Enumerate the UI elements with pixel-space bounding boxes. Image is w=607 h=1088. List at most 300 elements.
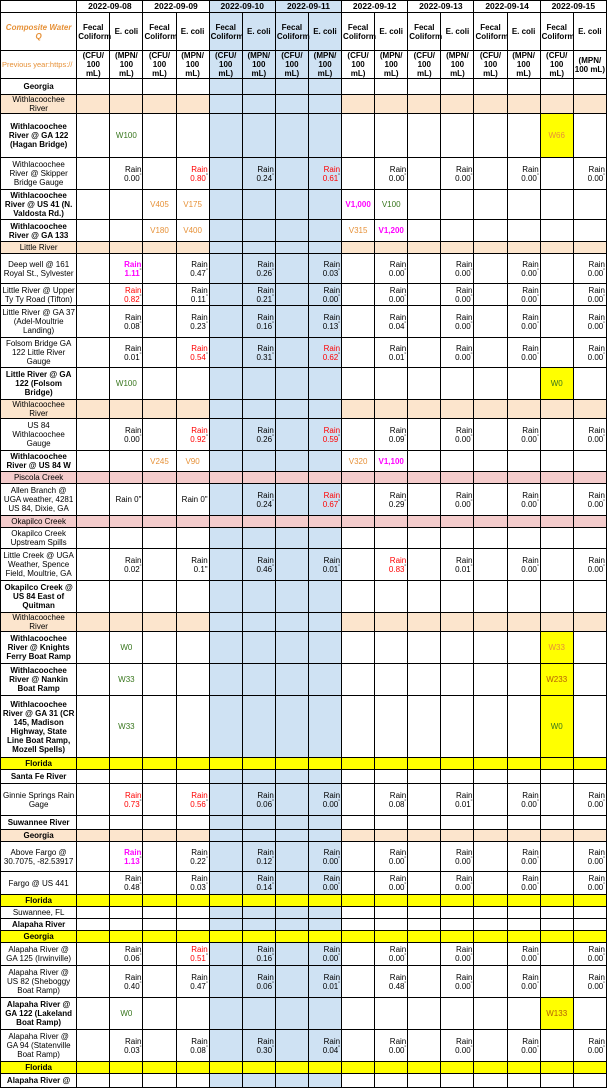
data-cell[interactable] bbox=[507, 284, 540, 306]
section-cell[interactable] bbox=[77, 907, 110, 919]
section-cell[interactable] bbox=[110, 830, 143, 842]
data-cell[interactable] bbox=[375, 484, 408, 516]
empty-cell[interactable] bbox=[474, 484, 507, 516]
empty-cell[interactable] bbox=[110, 1074, 143, 1088]
empty-cell[interactable] bbox=[275, 784, 308, 816]
ecoli-header[interactable]: E. coli bbox=[441, 13, 474, 51]
section-cell[interactable] bbox=[573, 816, 606, 830]
empty-cell[interactable] bbox=[540, 306, 573, 338]
section-cell[interactable] bbox=[275, 830, 308, 842]
empty-cell[interactable] bbox=[540, 966, 573, 998]
section-label[interactable]: Withlacoochee River bbox=[1, 95, 77, 114]
ecoli-header[interactable]: E. coli bbox=[242, 13, 275, 51]
empty-cell[interactable] bbox=[143, 1074, 176, 1088]
section-cell[interactable] bbox=[143, 770, 176, 784]
section-cell[interactable] bbox=[308, 516, 341, 528]
empty-cell[interactable] bbox=[342, 284, 375, 306]
empty-cell[interactable] bbox=[540, 549, 573, 581]
section-cell[interactable] bbox=[507, 907, 540, 919]
empty-cell[interactable] bbox=[408, 632, 441, 664]
section-cell[interactable] bbox=[242, 472, 275, 484]
section-cell[interactable] bbox=[77, 830, 110, 842]
empty-cell[interactable] bbox=[441, 190, 474, 220]
empty-cell[interactable] bbox=[441, 114, 474, 158]
unit-mpn[interactable]: (MPN/ 100 mL) bbox=[110, 51, 143, 79]
section-cell[interactable] bbox=[143, 516, 176, 528]
unit-cfu[interactable]: (CFU/ 100 mL) bbox=[540, 51, 573, 79]
empty-cell[interactable] bbox=[275, 368, 308, 400]
data-cell[interactable] bbox=[176, 190, 209, 220]
empty-cell[interactable] bbox=[408, 368, 441, 400]
data-cell[interactable] bbox=[242, 158, 275, 190]
unit-cfu[interactable]: (CFU/ 100 mL) bbox=[275, 51, 308, 79]
data-cell[interactable] bbox=[110, 842, 143, 872]
empty-cell[interactable] bbox=[342, 1074, 375, 1088]
data-cell[interactable] bbox=[540, 664, 573, 696]
empty-cell[interactable] bbox=[308, 114, 341, 158]
empty-cell[interactable] bbox=[275, 549, 308, 581]
section-cell[interactable] bbox=[143, 758, 176, 770]
section-cell[interactable] bbox=[507, 242, 540, 254]
unit-cfu[interactable]: (CFU/ 100 mL) bbox=[143, 51, 176, 79]
data-cell[interactable] bbox=[573, 872, 606, 895]
empty-cell[interactable] bbox=[408, 484, 441, 516]
section-cell[interactable] bbox=[242, 79, 275, 95]
data-cell[interactable] bbox=[176, 306, 209, 338]
section-cell[interactable] bbox=[342, 79, 375, 95]
unit-cfu[interactable]: (CFU/ 100 mL) bbox=[474, 51, 507, 79]
section-cell[interactable] bbox=[342, 770, 375, 784]
section-cell[interactable] bbox=[540, 79, 573, 95]
empty-cell[interactable] bbox=[176, 581, 209, 613]
ecoli-header[interactable]: E. coli bbox=[110, 13, 143, 51]
data-cell[interactable] bbox=[308, 254, 341, 284]
section-cell[interactable] bbox=[408, 613, 441, 632]
empty-cell[interactable] bbox=[474, 966, 507, 998]
section-cell[interactable] bbox=[540, 816, 573, 830]
empty-cell[interactable] bbox=[342, 784, 375, 816]
empty-cell[interactable] bbox=[176, 632, 209, 664]
date-header[interactable]: 2022-09-11 bbox=[275, 1, 341, 13]
empty-cell[interactable] bbox=[342, 338, 375, 368]
site-label[interactable]: Fargo @ US 441 bbox=[1, 872, 77, 895]
data-cell[interactable] bbox=[441, 943, 474, 966]
section-cell[interactable] bbox=[275, 816, 308, 830]
section-cell[interactable] bbox=[176, 95, 209, 114]
data-cell[interactable] bbox=[507, 842, 540, 872]
data-cell[interactable] bbox=[110, 696, 143, 758]
data-cell[interactable] bbox=[110, 1030, 143, 1062]
empty-cell[interactable] bbox=[77, 114, 110, 158]
empty-cell[interactable] bbox=[209, 254, 242, 284]
empty-cell[interactable] bbox=[507, 664, 540, 696]
section-cell[interactable] bbox=[507, 400, 540, 419]
empty-cell[interactable] bbox=[573, 581, 606, 613]
section-cell[interactable] bbox=[573, 895, 606, 907]
section-cell[interactable] bbox=[441, 770, 474, 784]
section-cell[interactable] bbox=[308, 907, 341, 919]
empty-cell[interactable] bbox=[275, 966, 308, 998]
site-label[interactable]: Okapilco Creek Upstream Spills bbox=[1, 528, 77, 549]
empty-cell[interactable] bbox=[342, 966, 375, 998]
empty-cell[interactable] bbox=[573, 696, 606, 758]
ecoli-header[interactable]: E. coli bbox=[573, 13, 606, 51]
empty-cell[interactable] bbox=[275, 220, 308, 242]
empty-cell[interactable] bbox=[474, 581, 507, 613]
ecoli-header[interactable]: E. coli bbox=[507, 13, 540, 51]
empty-cell[interactable] bbox=[77, 1030, 110, 1062]
section-cell[interactable] bbox=[176, 79, 209, 95]
ecoli-header[interactable]: E. coli bbox=[176, 13, 209, 51]
section-cell[interactable] bbox=[143, 919, 176, 931]
empty-cell[interactable] bbox=[507, 190, 540, 220]
section-cell[interactable] bbox=[209, 830, 242, 842]
section-cell[interactable] bbox=[573, 79, 606, 95]
unit-mpn[interactable]: (MPN/ 100 mL) bbox=[573, 51, 606, 79]
empty-cell[interactable] bbox=[77, 632, 110, 664]
site-label[interactable]: Little Creek @ UGA Weather, Spence Field, Moultrie, GA bbox=[1, 549, 77, 581]
empty-cell[interactable] bbox=[77, 484, 110, 516]
empty-cell[interactable] bbox=[242, 632, 275, 664]
empty-cell[interactable] bbox=[242, 1074, 275, 1088]
empty-cell[interactable] bbox=[573, 220, 606, 242]
data-cell[interactable] bbox=[540, 998, 573, 1030]
empty-cell[interactable] bbox=[540, 1030, 573, 1062]
empty-cell[interactable] bbox=[408, 966, 441, 998]
data-cell[interactable] bbox=[242, 306, 275, 338]
empty-cell[interactable] bbox=[77, 368, 110, 400]
section-label[interactable]: Florida bbox=[1, 1062, 77, 1074]
section-cell[interactable] bbox=[176, 400, 209, 419]
empty-cell[interactable] bbox=[275, 484, 308, 516]
data-cell[interactable] bbox=[176, 338, 209, 368]
data-cell[interactable] bbox=[573, 549, 606, 581]
unit-mpn[interactable]: (MPN/ 100 mL) bbox=[242, 51, 275, 79]
section-cell[interactable] bbox=[573, 516, 606, 528]
section-cell[interactable] bbox=[275, 1062, 308, 1074]
data-cell[interactable] bbox=[308, 966, 341, 998]
empty-cell[interactable] bbox=[342, 664, 375, 696]
empty-cell[interactable] bbox=[77, 158, 110, 190]
empty-cell[interactable] bbox=[275, 306, 308, 338]
empty-cell[interactable] bbox=[408, 190, 441, 220]
empty-cell[interactable] bbox=[408, 581, 441, 613]
section-cell[interactable] bbox=[441, 516, 474, 528]
section-cell[interactable] bbox=[209, 816, 242, 830]
empty-cell[interactable] bbox=[375, 664, 408, 696]
empty-cell[interactable] bbox=[110, 220, 143, 242]
data-cell[interactable] bbox=[110, 484, 143, 516]
section-cell[interactable] bbox=[441, 907, 474, 919]
data-cell[interactable] bbox=[573, 306, 606, 338]
empty-cell[interactable] bbox=[209, 581, 242, 613]
unit-cfu[interactable]: (CFU/ 100 mL) bbox=[77, 51, 110, 79]
data-cell[interactable] bbox=[375, 190, 408, 220]
section-cell[interactable] bbox=[408, 472, 441, 484]
empty-cell[interactable] bbox=[77, 696, 110, 758]
empty-cell[interactable] bbox=[77, 190, 110, 220]
empty-cell[interactable] bbox=[540, 451, 573, 472]
data-cell[interactable] bbox=[242, 872, 275, 895]
empty-cell[interactable] bbox=[507, 220, 540, 242]
empty-cell[interactable] bbox=[408, 158, 441, 190]
section-cell[interactable] bbox=[375, 907, 408, 919]
section-label[interactable]: Georgia bbox=[1, 830, 77, 842]
empty-cell[interactable] bbox=[242, 114, 275, 158]
data-cell[interactable] bbox=[110, 284, 143, 306]
section-cell[interactable] bbox=[474, 919, 507, 931]
section-cell[interactable] bbox=[308, 1062, 341, 1074]
fecal-header[interactable]: Fecal Coliform bbox=[209, 13, 242, 51]
data-cell[interactable] bbox=[507, 306, 540, 338]
section-cell[interactable] bbox=[110, 79, 143, 95]
empty-cell[interactable] bbox=[308, 664, 341, 696]
empty-cell[interactable] bbox=[375, 581, 408, 613]
section-cell[interactable] bbox=[375, 816, 408, 830]
empty-cell[interactable] bbox=[77, 306, 110, 338]
empty-cell[interactable] bbox=[540, 338, 573, 368]
empty-cell[interactable] bbox=[143, 484, 176, 516]
empty-cell[interactable] bbox=[507, 114, 540, 158]
empty-cell[interactable] bbox=[242, 190, 275, 220]
date-header[interactable]: 2022-09-14 bbox=[474, 1, 540, 13]
section-cell[interactable] bbox=[342, 95, 375, 114]
section-cell[interactable] bbox=[375, 242, 408, 254]
empty-cell[interactable] bbox=[540, 784, 573, 816]
empty-cell[interactable] bbox=[474, 842, 507, 872]
section-cell[interactable] bbox=[77, 95, 110, 114]
empty-cell[interactable] bbox=[342, 549, 375, 581]
empty-cell[interactable] bbox=[408, 943, 441, 966]
empty-cell[interactable] bbox=[143, 528, 176, 549]
section-cell[interactable] bbox=[209, 770, 242, 784]
empty-cell[interactable] bbox=[242, 581, 275, 613]
empty-cell[interactable] bbox=[375, 368, 408, 400]
section-cell[interactable] bbox=[408, 516, 441, 528]
empty-cell[interactable] bbox=[77, 1074, 110, 1088]
section-cell[interactable] bbox=[176, 931, 209, 943]
section-cell[interactable] bbox=[474, 931, 507, 943]
section-cell[interactable] bbox=[441, 919, 474, 931]
empty-cell[interactable] bbox=[474, 284, 507, 306]
data-cell[interactable] bbox=[507, 158, 540, 190]
empty-cell[interactable] bbox=[143, 632, 176, 664]
empty-cell[interactable] bbox=[573, 664, 606, 696]
section-cell[interactable] bbox=[474, 830, 507, 842]
empty-cell[interactable] bbox=[209, 528, 242, 549]
empty-cell[interactable] bbox=[408, 1030, 441, 1062]
section-cell[interactable] bbox=[474, 907, 507, 919]
section-cell[interactable] bbox=[441, 830, 474, 842]
data-cell[interactable] bbox=[375, 419, 408, 451]
section-cell[interactable] bbox=[375, 770, 408, 784]
data-cell[interactable] bbox=[507, 943, 540, 966]
section-label[interactable]: Alapaha River bbox=[1, 919, 77, 931]
section-cell[interactable] bbox=[342, 242, 375, 254]
section-cell[interactable] bbox=[308, 931, 341, 943]
data-cell[interactable] bbox=[242, 338, 275, 368]
section-cell[interactable] bbox=[474, 400, 507, 419]
empty-cell[interactable] bbox=[308, 528, 341, 549]
section-cell[interactable] bbox=[77, 613, 110, 632]
section-cell[interactable] bbox=[308, 242, 341, 254]
data-cell[interactable] bbox=[573, 254, 606, 284]
section-cell[interactable] bbox=[441, 613, 474, 632]
empty-cell[interactable] bbox=[441, 664, 474, 696]
empty-cell[interactable] bbox=[77, 254, 110, 284]
section-cell[interactable] bbox=[342, 907, 375, 919]
section-cell[interactable] bbox=[275, 758, 308, 770]
section-cell[interactable] bbox=[143, 830, 176, 842]
empty-cell[interactable] bbox=[143, 966, 176, 998]
data-cell[interactable] bbox=[110, 784, 143, 816]
section-cell[interactable] bbox=[573, 931, 606, 943]
section-cell[interactable] bbox=[77, 770, 110, 784]
empty-cell[interactable] bbox=[375, 998, 408, 1030]
empty-cell[interactable] bbox=[441, 998, 474, 1030]
empty-cell[interactable] bbox=[242, 664, 275, 696]
empty-cell[interactable] bbox=[408, 549, 441, 581]
section-cell[interactable] bbox=[308, 613, 341, 632]
section-cell[interactable] bbox=[110, 242, 143, 254]
empty-cell[interactable] bbox=[209, 220, 242, 242]
section-cell[interactable] bbox=[110, 516, 143, 528]
data-cell[interactable] bbox=[176, 419, 209, 451]
section-cell[interactable] bbox=[375, 79, 408, 95]
empty-cell[interactable] bbox=[408, 696, 441, 758]
empty-cell[interactable] bbox=[342, 484, 375, 516]
section-cell[interactable] bbox=[275, 895, 308, 907]
data-cell[interactable] bbox=[441, 484, 474, 516]
empty-cell[interactable] bbox=[540, 254, 573, 284]
section-cell[interactable] bbox=[375, 758, 408, 770]
section-cell[interactable] bbox=[242, 919, 275, 931]
empty-cell[interactable] bbox=[275, 419, 308, 451]
section-cell[interactable] bbox=[441, 400, 474, 419]
unit-cfu[interactable]: (CFU/ 100 mL) bbox=[408, 51, 441, 79]
data-cell[interactable] bbox=[441, 338, 474, 368]
data-cell[interactable] bbox=[143, 220, 176, 242]
section-cell[interactable] bbox=[275, 472, 308, 484]
section-cell[interactable] bbox=[176, 919, 209, 931]
empty-cell[interactable] bbox=[143, 696, 176, 758]
section-cell[interactable] bbox=[474, 95, 507, 114]
section-cell[interactable] bbox=[209, 95, 242, 114]
section-cell[interactable] bbox=[110, 472, 143, 484]
data-cell[interactable] bbox=[308, 284, 341, 306]
empty-cell[interactable] bbox=[308, 1074, 341, 1088]
section-cell[interactable] bbox=[474, 1062, 507, 1074]
empty-cell[interactable] bbox=[507, 528, 540, 549]
data-cell[interactable] bbox=[176, 943, 209, 966]
empty-cell[interactable] bbox=[540, 190, 573, 220]
date-header[interactable]: 2022-09-09 bbox=[143, 1, 209, 13]
section-cell[interactable] bbox=[507, 79, 540, 95]
empty-cell[interactable] bbox=[110, 581, 143, 613]
site-label[interactable]: Little River @ GA 122 (Folsom Bridge) bbox=[1, 368, 77, 400]
empty-cell[interactable] bbox=[143, 368, 176, 400]
section-cell[interactable] bbox=[176, 830, 209, 842]
empty-cell[interactable] bbox=[77, 284, 110, 306]
empty-cell[interactable] bbox=[474, 943, 507, 966]
section-cell[interactable] bbox=[77, 816, 110, 830]
section-cell[interactable] bbox=[77, 1062, 110, 1074]
empty-cell[interactable] bbox=[342, 1030, 375, 1062]
ecoli-header[interactable]: E. coli bbox=[308, 13, 341, 51]
empty-cell[interactable] bbox=[540, 842, 573, 872]
empty-cell[interactable] bbox=[77, 581, 110, 613]
data-cell[interactable] bbox=[242, 284, 275, 306]
empty-cell[interactable] bbox=[408, 451, 441, 472]
section-cell[interactable] bbox=[110, 613, 143, 632]
data-cell[interactable] bbox=[507, 254, 540, 284]
section-cell[interactable] bbox=[375, 931, 408, 943]
empty-cell[interactable] bbox=[143, 114, 176, 158]
section-cell[interactable] bbox=[507, 931, 540, 943]
empty-cell[interactable] bbox=[110, 190, 143, 220]
empty-cell[interactable] bbox=[176, 696, 209, 758]
section-cell[interactable] bbox=[242, 1062, 275, 1074]
section-cell[interactable] bbox=[242, 907, 275, 919]
empty-cell[interactable] bbox=[507, 1074, 540, 1088]
empty-cell[interactable] bbox=[342, 581, 375, 613]
empty-cell[interactable] bbox=[441, 696, 474, 758]
section-cell[interactable] bbox=[441, 472, 474, 484]
section-cell[interactable] bbox=[143, 613, 176, 632]
section-cell[interactable] bbox=[110, 895, 143, 907]
empty-cell[interactable] bbox=[242, 451, 275, 472]
site-label[interactable]: Folsom Bridge GA 122 Little River Gauge bbox=[1, 338, 77, 368]
empty-cell[interactable] bbox=[408, 664, 441, 696]
section-cell[interactable] bbox=[342, 400, 375, 419]
unit-mpn[interactable]: (MPN/ 100 mL) bbox=[375, 51, 408, 79]
section-cell[interactable] bbox=[441, 1062, 474, 1074]
empty-cell[interactable] bbox=[408, 220, 441, 242]
data-cell[interactable] bbox=[242, 419, 275, 451]
section-cell[interactable] bbox=[441, 242, 474, 254]
site-label[interactable]: Withlacoochee River @ US 41 (N. Valdosta Rd.) bbox=[1, 190, 77, 220]
section-cell[interactable] bbox=[342, 816, 375, 830]
section-cell[interactable] bbox=[540, 613, 573, 632]
empty-cell[interactable] bbox=[573, 632, 606, 664]
section-cell[interactable] bbox=[308, 816, 341, 830]
empty-cell[interactable] bbox=[441, 632, 474, 664]
empty-cell[interactable] bbox=[275, 664, 308, 696]
empty-cell[interactable] bbox=[209, 664, 242, 696]
empty-cell[interactable] bbox=[77, 842, 110, 872]
section-cell[interactable] bbox=[275, 516, 308, 528]
empty-cell[interactable] bbox=[176, 368, 209, 400]
empty-cell[interactable] bbox=[275, 284, 308, 306]
unit-mpn[interactable]: (MPN/ 100 mL) bbox=[507, 51, 540, 79]
section-cell[interactable] bbox=[375, 895, 408, 907]
section-label[interactable]: Florida bbox=[1, 758, 77, 770]
data-cell[interactable] bbox=[143, 451, 176, 472]
section-cell[interactable] bbox=[474, 472, 507, 484]
data-cell[interactable] bbox=[308, 842, 341, 872]
data-cell[interactable] bbox=[110, 872, 143, 895]
sheet-title[interactable]: Composite Water Q bbox=[1, 13, 77, 51]
empty-cell[interactable] bbox=[275, 842, 308, 872]
section-cell[interactable] bbox=[110, 758, 143, 770]
section-cell[interactable] bbox=[342, 758, 375, 770]
empty-cell[interactable] bbox=[275, 451, 308, 472]
empty-cell[interactable] bbox=[342, 632, 375, 664]
empty-cell[interactable] bbox=[408, 419, 441, 451]
empty-cell[interactable] bbox=[342, 998, 375, 1030]
site-label[interactable]: Allen Branch @ UGA weather, 4281 US 84, Dixie, GA bbox=[1, 484, 77, 516]
data-cell[interactable] bbox=[441, 784, 474, 816]
